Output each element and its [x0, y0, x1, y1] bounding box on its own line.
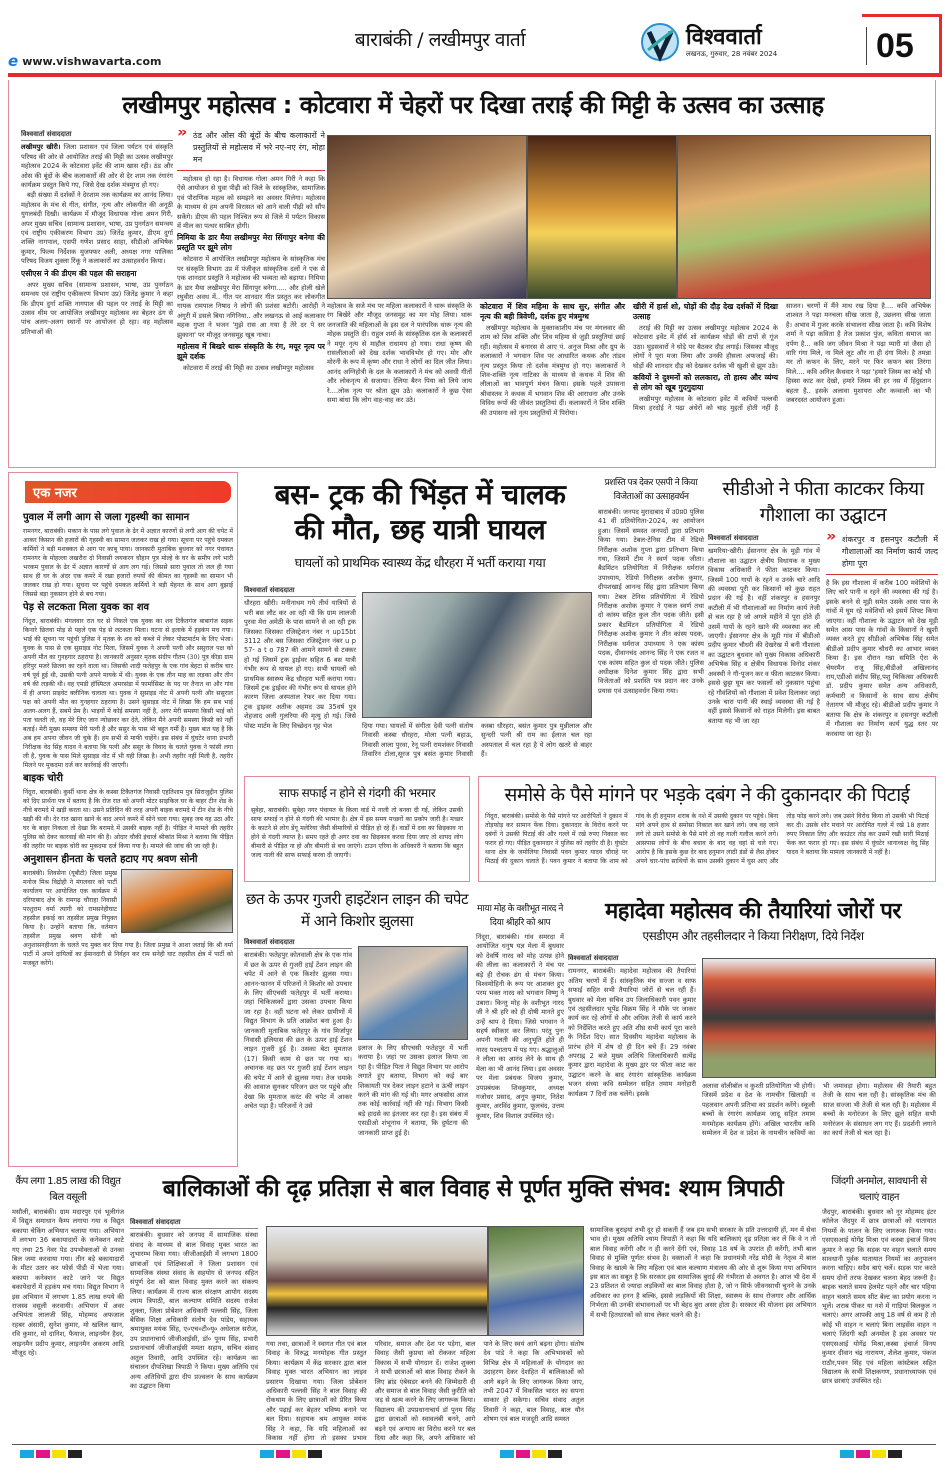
registration-marks: [260, 1450, 322, 1458]
camp-text: मसौली, बाराबंकी। ग्राम मदारपुर एवं भूलीगंज में विद्युत समाधान कैम्प लगाया गया व विद्युत बकाया चेकिंग अभियान चलाया गया। अभियान में लगभग 36 बकायादारों के कनेक्शन काटे गए तथा 25 नेवर पेड उपभोक्ताओं से उनका बिल जमा करवाया गया। तीन बड़े बकायादारों के मीटर उतार कर फोर्स पीडी में भेजा गया। बकाया कनेक्शन काटे जाने पर विद्युत बकायेदारों में हड़कंप मच गया। विद्युत विभाग ने इस अभियान में लगभग 1.85 लाख रुपये की राजस्व वसूली करवायी। अभियान में अवर अभियंता लालजी सिंह, मोहम्मद अफजाल रहबर अंसारी, सुनेश कुमार, मो खलिल खान, रवि कुमार, मो दानिश, फैयाज, लाइनमैन हैदर, लाइनमैन प्रदीप कुमार, लाइनमैन अकरम आदि मौजूद रहे।: [12, 1208, 124, 1358]
paragraph: खमरिया-खीरी। ईसानगर क्षेत्र के मूड़ी गांव में गौशाला का उद्घाटन क्षेत्रीय विधायक व मुख्य विकास अधिकारी ने फीता काटकर किया। जिसमें 100 गायों के रहने व उनके चारे आदि की व्यवस्था पूरी कर किसानों को कुछ राहत प्रदान की गई है। वहीं शंकरपुर व हसनपुर कटौली में भी गौशालाओं का निर्माण कार्य तेजी से चल रहा है जो अगले महीने में पूरा होते ही उसमें गायों के रहने खाने की व्यवस्था कर ली जाएगी। ईसानगर क्षेत्र के मूड़ी गांव में बीडीओ प्रदीप कुमार चौधरी की देखरेख में बनी गौशाला का उद्घाटन बुधवार को मुख्य विकास अधिकारी अभिषेक सिंह व क्षेत्रीय विधायक विनोद शंकर अवस्थी ने गौ-पूजन कर व फीता काटकर किया। इससे छुट्टा घूम कर फसलों को नुकसान पहुंचा रहे गौवंशियों को गौशाला में प्रवेश दिलाकर जहां उनके चारा पानी की स्थाई व्यवस्था की गई है वहीं इससे किसानों को राहत मिलेगी। इस बाबत बताया यह भी जा रहा: [708, 547, 820, 725]
paragraph: महोत्सव हो रहा है। विधायक गोला अमन गिरी ने कहा कि ऐसे आयोजन से युवा पीढ़ी को जिले के सांस्कृतिक, सामाजिक एवं पौराणिक महत्व को समझने का अवसर मिलेगा। महोत्सव के माध्यम से हम अपनी विरासत को आने वाली पीढ़ी को सौंप सकेंगे। डीएम की पहल निश्चित रूप से जिले में पर्यटन विकास में मील का पत्थर साबित होगी।: [177, 175, 325, 231]
paper-name: विश्ववार्ता: [686, 24, 762, 50]
top-story-col2: [177, 130, 325, 466]
news-text: निंदूरा, बाराबंकी। मंगलवार रात घर से निकले एक युवक का शव टिकैतगंज बाबागंज सड़क किनारे छितवा मोड़ से पहले एक पेड़ से लटकता मिला। घटना से इलाके में हड़कंप मच गया। भाई की सूचना पर पहुंची पुलिस ने मृतक के शव को कब्जे में लेकर पोस्टमार्टम के लिए भेजा। युवक के पास से एक सुसाइड नोट मिला, जिसमें युवक ने अपनी पत्नी और ससुराल पक्ष को अपनी मौत का गुनहगार ठहराया है। जानकारी अनुसार मृतक संदीप गौतम (30) पुत्र कीड़ा ग्राम हरिपुर मजरे छितवा का रहने वाला था। जिसकी शादी फतेहपुर के एक गांव बेहटा से करीब चार वर्ष पूर्व हुई थी, उसकी पत्नी अपने मायके में थी। युवक के एक तीन माह का लड़का और तीन वर्ष की लड़की थी। वह एमडी हॉस्पिटल अमरसंडा में फार्मासिस्ट के पद पर तैनात था और गांव में ही अपना प्राइवेट क्लीनिक चलाता था। युवक ने सुसाइड नोट में अपनी पत्नी और ससुराल पक्ष को अपनी मौत का गुनहगार ठहराया है। उसने सुसाइड नोट में लिखा कि हम सब भाई अलग-अलग हैं, सबमें प्रेम है। भाइयों में कोई समस्या नहीं है, अगर मेरी समस्या किसी भाई को पता चलती तो, वह मेरे लिए जान न्योछावर कर देते, लेकिन मैंने अपनी समस्या किसी को नहीं बताई। मेरी मुख्य समस्या मेरी पत्नी है और ससुर के पास भी बहुत गर्मी है। मुख्य बात यह है कि अब हम अपना जीवन जी चुके हैं। हम सभी से माफी चाहेंगे। इस संबंध में घुंघटेर थाना प्रभारी निरीक्षक वेद सिंह यादव ने बताया कि पत्नी और ससुर के विवाद के चलते युवक ने फांसी लगा ली है, युवक के पास मिले सुसाइड नोट में भी यही लिखा है। अभी तहरीर नहीं मिली है, तहरीर मिलने पर मुकदमा दर्ज कर कार्रवाई की जाएगी।: [23, 618, 233, 769]
bus-text-left: [244, 586, 356, 772]
maya-moh-headline: माया मोह के वशीभूत नारद ने दिया श्रीहरि को श्राप: [477, 904, 563, 928]
byline: विश्ववार्ता संवाददाता: [130, 1218, 258, 1229]
paragraph: धौरहरा खीरी। मनीनाथम गये तीर्थ यात्रियों से भरी बस लौट कर आ रही थी कि ग्राम लालजी पुरवा मेरा अमेठी के पास सामने से आ रही ट्रक जिसका जिसका रजिस्ट्रेशन नंबर न up15bt 3112 और बस जिसका रजिस्ट्रेशन नंबर u p 57- a t o 787 की आमने सामने से टक्कर हो गई जिसमें ट्रक ड्राईवर सहित 6 बस यात्री गंभीर रूप से घायल हो गए। सभी घायलों को प्राथमिक स्वास्थ्य केंद्र धौरहरा भर्ती कराया गया। जिसमें ट्रक ड्राईवर की गंभीर रूप से घायल होने कारण जिला अस्पताल रेफर कर दिया गया। ट्रक ड्राइवर अतीक अहमद उम्र 35वर्ष पुत्र शेहजाद अली गुलरिया की मृत्यु हो गई। जिसे पोस्ट मार्टम के लिए विच्छेदन गृह भेज: [244, 599, 356, 730]
top-story-headline: लखीमपुर महोत्सव : कोटवारा में चेहरों पर दिखा तराई की मिट्टी के उत्सव का उत्साह: [122, 91, 824, 119]
subhead: कोटवारा में शिव महिमा के साथ सुर, संगीत और नृत्य की बही त्रिवेणी, दर्शक हुए मंत्रमुग्ध: [480, 302, 625, 321]
paragraph: गया तथा, छात्राओं ने स्वागत गीत एवं बाल विवाह के विरुद्ध मनमोहक गीत प्रस्तुत किया। कार्यक्रम में केंद्र सरकार द्वारा बाल विवाह मुक्त भारत अभियान का लाइव प्रसारण दिखाया गया। जिला प्रोबेशन अधिकारी पल्लवी सिंह ने बाल विवाह की रोकथाम के लिए छात्राओं को प्रेरित किया और पढ़ाई कर बेहतर भविष्य बनाने पर बल दिया। सहायक श्रम आयुक्त मयंक सिंह ने कहा, कि यदि महिलाओं का विकास नहीं होगा तो इसका प्रभाव परिवार, समाज और देश पर पड़ेगा, बाल विवाह जैसी कुप्रथा को रोककर महिला विकास में सभी योगदान दें। राजेश शुक्ला ने सभी छात्राओं को बाल विवाह रोकने के लिए ब्रांड एंबेसडर बनने की जिम्मेदारी दी और समाज से बाल विवाह जैसी कुरीति को जड़ से खत्म करने के लिए जागरूक किया। विद्यालय की उपप्रधानाचार्य डॉ पूनम सिंह द्वारा छात्राओं को स्वावलंबी बनने, आगे बढ़ने एवं अन्याय का विरोध करने पर बल दिया और कहा कि, अपने अधिकार को पाने के लिए स्वयं आगे बढ़ना होगा। संतोष देव पांडे ने कहा कि अभिभावकों को विभिन्न क्षेत्र में महिलाओं के योगदान का उदाहरण देकर देशहित में बालिकाओं को आगे बढ़ने के लिए जागरूक किया जाए, तभी 2047 में विकसित भारत का सपना साकार हो सकेगा। सचिव संवाद अतुल तिवारी ने कहा, बाल विवाह, बाल यौन शोषण एवं बाल मजदूरी आदि समस्त: [266, 1340, 584, 1443]
byline: विश्ववार्ता संवाददाता: [244, 938, 352, 949]
samose-text: [485, 812, 929, 876]
registration-marks: [20, 1450, 82, 1458]
news-title: पुवाल में लगी आग से जला गृहस्थी का सामान: [23, 512, 190, 523]
bus-story: [244, 476, 596, 772]
mahadeva-headline: महादेवा महोत्सव की तैयारियां जोरों पर: [605, 899, 901, 924]
samose-headline: समोसे के पैसे मांगने पर भड़के दबंग ने की दुकानदार की पिटाई: [504, 784, 910, 806]
photo-award-ceremony: [327, 135, 527, 299]
saaf-safai-headline: साफ सफाई न होने से गंदगी की भरमार: [278, 786, 436, 800]
subhead: महोत्सव में बिखरे थारू संस्कृति के रंग, मयूर नृत्य पर झूमे दर्शक: [177, 342, 325, 362]
browser-e-icon: e: [8, 52, 19, 70]
zindagi-story: [822, 1174, 936, 1444]
cdo-headline: सीडीओ ने फीता काटकर किया गौशाला का उद्घाटन: [722, 478, 924, 526]
logo-v-globe-icon: [640, 22, 680, 62]
paragraph: जिला प्रशासन एवं जिला पर्यटन एवं संस्कृति परिषद की ओर से आयोजित तराई की मिट्टी का उत्सव लखीमपुर महोत्सव 2024 के कोटवारा इवेंट की शाम खास रही। ठंड और ओस की बूंदों के बीच कलाकारों की ओर से देर शाम तक रंगारंग कार्यक्रम प्रस्तुत किये गए, जिसे देख दर्शक मंत्रमुग्ध हो गए।: [21, 143, 173, 190]
top-story-lower-text: [327, 302, 931, 464]
maya-moh-text: निंदूरा, बाराबंकी। गांव समरदा में आयोजित धनुष यज्ञ मेला में बुधवार को देवर्षि नारद को मोह उत्पन्न होने की लीला का कलाकारों ने मंच पर बड़े ही रोचक ढंग से मंचन किया। विश्वमोहिनी के रूप पर आशक्त हुए परम भक्त नारद को भगवान विष्णु ने उबारा। किन्तु मोह के वशीभूत नारद जी ने श्री हरि को ही दोषी मानते हुए उन्हें श्राप दे दिया। जिसे भगवान ने सहर्ष स्वीकार कर लिया। परंतु पुनः अपनी गलती की अनुभूति होते ही नारद पश्चाताप में पड़ गए। श्रद्धालुओं ने लीला का आनंद लेने के साथ ही मेला का भी आनंद लिया। इस अवसर पर मेला प्रबंधक विजय कुमार, उपप्रबंधक शिवकुमार, अध्यक्ष गजोधर प्रसाद, अनूप कुमार, नितेश कुमार, अरविंद कुमार, फूलचंद, उत्तम कुमार, शिव विशाल उपस्थित रहे।: [476, 933, 564, 1120]
balika-text-right: [590, 1226, 816, 1444]
top-story-col1: [21, 130, 173, 466]
photo-shivsena-meeting: [121, 869, 233, 933]
bus-subhead: घायलों को प्राथमिक स्वास्थ्य केंद्र धौरहरा में भर्ती कराया गया: [294, 554, 546, 570]
paragraph: कोटवारा में तराई की मिट्टी का उत्सव लखीमपुर महोत्सव: [183, 364, 314, 373]
registration-marks: [840, 1450, 902, 1458]
top-story: [8, 80, 936, 468]
camp-story: [12, 1174, 124, 1444]
deck: » ठंड और ओस की बूंदों के बीच कलाकारों ने प्रस्तुतियों से महोत्सव में भरे नए-नए रंग, मोहा मन: [177, 130, 325, 171]
subhead: कवियों ने दुश्मनों को ललकारा, तो हास्य और व्यंग्य से लोग को खूब गुदगुदाया: [633, 373, 778, 393]
photo-stage-performance: [527, 135, 677, 299]
prashasti-text: बाराबंकी। जनपद मुरादाबाद में उ0प्र0 पुलिस 41 वीं प्रतियोगिता-2024, का आयोजन हुआ। जिसमें समस्त जनपदों द्वारा प्रतिभाग किया गया। टेबल-टेनिस टीम में रेडियो निरीक्षक अशोक गुप्ता द्वारा प्रतिभाग किया गया, जिसमें टीम ने स्वर्ण पदक जीता। बैडमिंटन प्रतियोगिता में निरीक्षक धर्मराज उपाध्याय, रेडियो निरीक्षक अशोक कुमार, दीपशखाई आनन्द सिंह द्वारा प्रतिभाग किया गया। टेबल टेनिस प्रतियोगिता में रेडियो निरीक्षक अशोक कुमार ने एकल स्वर्ण तथा दो कांस्य सहित कुल तीन पदक जीते। इसी प्रकार बैडमिंटन प्रतियोगिता में रेडियो निरीक्षक अशोक कुमार ने तीन कांस्य पदक, निरीक्षक धर्मराज उपाध्याय ने एक कांस्य पदक, दीवानचंद आनन्द सिंह ने एक रजत व एक कांस्य सहित कुल दो पदक जीते। पुलिस अधीक्षक दिनेश कुमार सिंह द्वारा सभी विजेताओं को प्रशस्ति पत्र प्रदान कर उनके प्रयास एवं उत्साहवर्धन किया गया।: [598, 508, 704, 695]
subhead: एसीएस ने की डीएम की पहल की सराहना: [21, 268, 137, 278]
paragraph: महोत्सव के सजे मंच पर महिला कलाकारों ने थारू संस्कृति के रंग बिखेरे और मौजूद जनसमूह का मन मोह लिया। थारू जनजाति की महिलाओं के इस दल ने पारंपरिक थारू नृत्य की मोहक प्रस्तुति दी। राहुल शर्मा के सांस्कृतिक दल के कलाकारों ने मयूर नृत्य से माहौल राधामय हो गया। राधा कृष्ण की रासलीलाओं को देख दर्शक भावविभोर हो गए। मोर और मोरनी के रूप में कृष्ण और राधा ने लोगों का दिल जीत लिया। आनंद अग्निहोत्री के दल के कलाकारों ने मंच को अवधी गीतों और लोकनृत्य से सजाया। रेलिया बैरन पिया को लिये जाय रे....लोक नृत्य पर श्रोता झूम उठे। कलाकारों ने कुछ ऐसा समा बांधा कि लोग वाह-वाह कर उठे।: [327, 302, 472, 405]
paragraph: कोटवारा में आयोजित लखीमपुर महोत्सव के सांस्कृतिक मंच पर संस्कृति विभाग उप्र में पंजीकृत सांस्कृतिक दलों ने एक से एक शानदार प्रस्तुति ने महोत्सव की भव्यता को बढ़ाया। निमिया के डार मैया लखीमपुर मेरा सिंगापुर बनेगा..... और होली खेले रघुवीरा अवध में.. गीत पर शानदार गीत प्रस्तुत कर लोकगीत गायक रामपाल निषाद ने लोगों की प्रशंसा बटोरी। आरोही ने अंगुरी में डसले बिया नगिनिया.. और लखनऊ से आई कलाकार महक गुप्ता ने भजन 'मुझे रास आ गया है तेरे दर पे सर झुकाना' पर मौजूद जनसमूह खूब नाचा।: [177, 255, 325, 339]
balika-text-bottom: [266, 1340, 584, 1444]
mahadeva-subhead: एसडीएम और तहसीलदार ने किया निरीक्षण, दिये निर्देश: [642, 929, 864, 944]
masthead: [0, 0, 945, 76]
deck: » शंकरपुर व हसनपुर कटौली में गौशालाओं का निर्माण कार्य जल्द होगा पूरा: [826, 534, 938, 575]
bus-headline-line1: बस- ट्रक की भिंड़त में चालक: [274, 478, 566, 511]
page-number-box: [862, 14, 942, 76]
dateline: लखनऊ, गुरुवार, 28 नवंबर 2024: [686, 49, 778, 58]
saaf-safai-text: सुबेहा, बाराबंकी। सुबेहा नगर पंचायत के किला वार्ड में नाली तो बनवा दी गई, लेकिन उसकी साफ सफाई न होने से गंदगी की भरमार है। क्षेत्र में इस समय मच्छरों का प्रकोप जारी है। मच्छर के काटने से लोग डेंगू मलेरिया जैसी बीमारियों से पीड़ित हो रहे हैं। वार्डों में दवा का छिड़काव ना होने से गंदगी व्याप्त है। समय रहते ही अगर दवा का छिड़काव करवा दिया जाए तो शायद लोग बीमारी से पीड़ित ना हो और बीमारी से बच जाएंगे। टाउन एरिया के अधिकारी ने बताया कि बहुत जल्द नाली की साफ सफाई करवा दी जाएगी।: [251, 807, 463, 860]
prashasti-story: [598, 476, 704, 772]
photo-stage-dignitaries: [266, 1226, 488, 1336]
photo-mahadeva-pandal: [702, 958, 936, 1078]
subhead: खीरी में हार्स शो, घोड़ों की दौड़ देख दर्शकों में दिखा उत्साह: [633, 302, 778, 321]
balika-text-left: [130, 1218, 258, 1444]
maya-moh-story: [476, 902, 564, 1168]
ek-nazar-label: एक नजर: [25, 481, 231, 503]
page-number: 05: [876, 27, 914, 65]
news-title: बाइक चोरी: [23, 773, 63, 784]
section-title: बाराबंकी / लखीमपुर वार्ता: [354, 29, 526, 51]
paragraph: निंदूरा, बाराबंकी। समोसे के पैसे मांगने पर आरोपितों ने दुकान में तोड़फोड़ कर सामान फेंक दिया। दुकानदार के विरोध करने पर दबंगों ने उसकी पिटाई की और गल्ले में रखे रुपए निकाल कर फरार हो गए। पीड़ित दुकानदार ने पुलिस को तहरीर दी है। घुंघटेर थाना क्षेत्र के जमोलिया निवासी पवन कुमार यादव चौराहे पर मिठाई की दुकान चलाते हैं। पवन कुमार ने बताया कि शाम को गांव के ही हनुमान शराब के नशे में उसकी दुकान पर पहुंचे। बिना मांगे अपने हाथ से समोसा निकाल कर खाने लगे। जब वह जाने लगे तो उसने समोसे के पैसे मांगे तो वह गाली गलौज करने लगे। आसपास लोगों के बीच बचाव के बाद वह वहां से चले गए। आरोप है कि इसके कुछ देर बाद हनुमान लाठी डंडों से लैस होकर अपने चार-पांच साथियों के साथ उसकी दुकान में घुस आए और तोड़ फोड़ करने लगे। जब उसने विरोध किया तो उसकी भी पिटाई कर दी। उसके शोर मचाने पर आरोपित गल्ले में रखे 18 हजार रुपए निकाल लिए और काउंटर तोड़ कर उसमें रखी सारी मिठाई फेंक कर फरार हो गए। इस संबंध में घुंघटेर थानाध्यक्ष वेदू सिंह यादव ने बताया कि मामला जानकारी में नहीं है।: [485, 812, 929, 865]
dateline-lead: लखीमपुर खीरी।: [21, 143, 61, 152]
paragraph: दिया गया। घायलों में संगीता देवी पत्नी संतोष निवासी कस्बा धौरहरा, मोला पत्नी बहाऊ, निवासी लाला पुरवा, रेनू पत्नी रामशंकर निवासी तिवारिन टोला,सूरज पुत्र बसंत कुमार निवासी कस्बा धौरहरा, बसंत कुमार पुत्र मुन्नीलाल और सुन्दरी पत्नी श्री राम का ईलाज चल रहा अस्पताल में चल रहा है ये लोग खतरे से बाहर हैं।: [362, 722, 592, 759]
news-text: निंदूरा, बाराबंकी। कुर्सी थाना क्षेत्र के कस्बा टिकैतगंज निवासी एहतिशाम पुत्र सिराजुद्दीन पुलिस को दिए प्रार्थना पत्र में बताया है कि रोज रात को अपनी मोटर साइकिल घर के बाहर टीन शेड के नीचे बरामदे में खड़ी करता था। उसने प्रतिदिन की तरह अपनी बाइक बरामदे में टीन शेड के नीचे खड़ी की थी। देर रात खाना खाने के बाद अपने कमरे में सोने चला गया। सुबह जब वह उठा और घर के बाहर निकला तो देखा कि बरामदे में उसकी बाइक नहीं है। पीड़ित ने मामले की तहरीर पुलिस को देकर कारवाई की मांग की है। ओदार चौकी इंचार्ज श्रीकांत मिश्रा ने बताया कि पीड़ित की तहरीर पर बाइक चोरी का मुकदमा दर्ज किया गया है। मामले की जांच की जा रही है।: [23, 789, 233, 850]
subhead: निमिया के डार मैया लखीमपुर मेरा सिंगापुर बनेगा की प्रस्तुति पर झूमे लोग: [177, 233, 325, 253]
byline: विश्ववार्ता संवाददाता: [21, 130, 173, 141]
zindagi-headline: जिंदगी अनमोल, सावधानी से चलाएं वाहन: [831, 1176, 927, 1203]
ek-nazar-items: [23, 509, 233, 1164]
byline: विश्ववार्ता संवाददाता: [568, 954, 696, 965]
mahadeva-story: [568, 900, 938, 1168]
paragraph: बाराबंकी। बुधवार को जनपद में सामाजिक संस्था संवाद के माध्यम से बाल विवाह मुक्त भारत का शुभारम्भ किया गया। जीजीआईसी में लगभग 1800 छात्राओं एवं शिक्षिकाओं ने जिला प्रशासन एवं सामाजिक संस्था संवाद के सहयोग से जनपद सहित संपूर्ण देश को बाल विवाह मुक्त करने का संकल्प लिया। कार्यक्रम में राज्य बाल संरक्षण आयोग सदस्य श्याम त्रिपाठी, बाल कल्याण समिति सदस्य राजेश शुक्ला, जिला प्रोबेशन अधिकारी पल्लवी सिंह, जिला बेसिक शिक्षा अधिकारी संतोष देव पांडेय, सहायक श्रमायुक्त मयंक सिंह, ए०एच०टी०यू० अधेलाल सरोज, उप प्रधानाचार्य जीजीआईसी, डॉ० पूनम सिंह, प्रभारी प्रधानाचार्य जीजीआईसी ममता सहाय, सचिव संवाद अतुल तिवारी, आदि उपस्थित रहे। कार्यक्रम का संचालन दीपशिखा त्रिपाठी ने किया। मुख्य अतिथि एवं अन्य अतिथियों द्वारा दीप प्रज्वलन के साथ कार्यक्रम का उद्घाटन किया: [130, 1231, 258, 1390]
divider: [866, 27, 867, 65]
photo-bus-accident: [362, 592, 592, 718]
paragraph: रामनगर, बाराबंकी। महादेवा महोत्सव की तैयारियां अंतिम चरणों में हैं। सांस्कृतिक मंच सज्जा व साफ सफाई सहित सभी तैयारियां जोरों से चल रही हैं। बुधवार को मेला सचिव उप जिलाधिकारी पवन कुमार एवं तहसीलदार भूपेंद्र विक्रम सिंह ने मौके पर जाकर कार्य कर रहे लोगों से और अधिक तेजी से कार्य करने को निर्देशित करते हुए अति शीघ्र सभी कार्य पूरा करने के निर्देश दिए। सात दिवसीय महादेवा महोत्सव के प्रारंभ होने में शेष दो ही दिन बचे हैं। 29 नवंबर अपराह्न 2 बजे मुख्य अतिथि जिलाधिकारी सत्येंद्र कुमार द्वारा महादेवा के मुख्य द्वार पर फीता काट कर उद्घाटन करने के बाद रंगारंग सांस्कृतिक कार्यक्रम भजन संध्या कवि सम्मेलन सहित तमाम मनोहारी कार्यक्रम 7 दिनों तक चलेंगे। इसके: [568, 967, 696, 1098]
bus-text-bottom: [362, 722, 592, 772]
bottom-rule: [12, 1444, 936, 1445]
news-title: पेड़ से लटकता मिला युवक का शव: [23, 602, 150, 613]
paragraph: बड़ी संख्या में दर्शकों ने देरशाम तक कार्यक्रम का आनंद लिया। महोत्सव के मंच से गीत, संगीत, नृत्य और लोकगीत की अनूठी युगलबंदी दिखी। कार्यक्रम में मौजूद विधायक गोला अमन गिरी, अपर मुख्य सचिव (सामान्य प्रशासन, भाषा, उप्र पुनर्गठन समन्वय एवं राष्ट्रीय एकीकरण विभाग उप्र) जितेंद्र कुमार, डीएम दुर्गा शक्ति नागपाल, एसपी गणेश प्रसाद साहा, सीडीओ अभिषेक कुमार, फिल्म निर्देशक मुजफ्फर अली, अध्यक्ष नगर पालिका परिषद विजय शुक्ला रिंकू ने कलाकारों का उत्साहवर्धन किया।: [21, 191, 173, 266]
paragraph: सामाजिक बुराइयां तभी दूर हो सकती हैं जब हम सभी सरकार के प्रति उत्तरदायी हों, मन में सेवा भाव हो। मुख्य अतिथि श्याम त्रिपाठी ने कहा कि यदि बालिकाएं दृढ़ प्रतिज्ञा कर लें कि वे न तो बाल विवाह करेंगी और न ही करने देंगी एवं, विवाह 18 वर्ष के उपरांत ही करेंगी, तभी बाल विवाह से मुक्ति पूर्णतः संभव है। वक्ताओं ने कहा कि प्रधानमंत्री नरेंद्र मोदी के नेतृत्व में बाल विवाह के खात्मे के लिए महिला एवं बाल कल्याण मंत्रालय की ओर से शुरू किया गया अभियान इस बात का सबूत है कि सरकार इस सामाजिक बुराई की गंभीरता से अवगत है। आज भी देश में 23 प्रतिशत से ज्यादा लड़कियों का बाल विवाह होता है, जो न सिर्फ जीवनसाथी चुनने के उनके अधिकार का हनन है बल्कि, इससे लड़कियों की शिक्षा, स्वास्थ्य के साथ रोजगार और आर्थिक निर्भरता की उनकी संभावनाओं पर भी बेहद बुरा असर होता है। सरकार की योजना इस अभियान में सभी हितधारकों को साथ लेकर चलने की है।: [590, 1226, 816, 1319]
news-text: रामनगर, बाराबंकी। मकान के पास लगे पुवाल के ढेर में अज्ञात कारणों से लगी आग की चपेट में आकर किसान की हजारों की गृहस्थी का सामान जलकर राख हो गया। सूचना पर पहुंचे दमकल कर्मियों ने बड़ी मशक्कत से आग पर काबू पाया। जानकारी मुताबिक बुधवार को नगर पंचायत रामनगर के मोहल्ला लखरौरा दो निवासी जयकरन चौहान पुत्र मोल्हे के घर के समीप लगे भारी भरकम पुवाल के ढेर में अज्ञात कारणों से आग लग गई। जिससे सारा पुवाल तो जल ही गया साथ ही घर के अंदर एक कमरे में रखा हजारों रुपयों की कीमत का गृहस्थी का सामान भी जलकर राख हो गया। सूचना पर पहुंचे दमकल कर्मियों ने बड़ी मेहनत के साथ आग बुझाई जिससे बड़ा नुकसान होने से बच गया।: [23, 528, 233, 598]
paragraph: इलाज के लिए सीएचसी फतेहपुर में भर्ती कराया है। जहां पर उसका इलाज किया जा रहा है। पीड़ित पिता ने विद्युत विभाग पर आरोप लगाते हुए बताया, विभाग को कई बार शिकायती पत्र देकर लाइन हटाने व ऊंची लाइन करने की मांग की गई थी। मगर अफसोस आज तक कोई कार्रवाई नहीं की गई। विभाग किसी बड़े हादसे का इंतजार कर रहा है। इस संबंध में एसडीओ शंभूनाथ ने बताया, कि दुर्घटना की जानकारी प्राप्त हुई है।: [358, 1044, 468, 1137]
chhat-headline: छत के ऊपर गुजरी हाइटेंशन लाइन की चपेट में आने किशोर झुलसा: [245, 890, 469, 930]
cdo-text-left: [708, 534, 820, 772]
mahadeva-text-left: [568, 954, 696, 1168]
mahadeva-text-bottom: [702, 1082, 936, 1168]
zindagi-text: जैदपुर, बाराबंकी। बुधवार को नूर मोहम्मद इंटर कॉलेज जैदपुर में छात्र छात्राओं को यातायात नियमों के पालन के लिए जागरूक किया गया। एसएसआई योगेंद्र मिश्रा एवं कस्बा इंचार्ज विनय कुमार ने कहा कि सड़क पर वाहन चलाते समय सावधानी पूर्वक यातायात नियमों का अनुपालन करना चाहिए। सदैव बाएं चलें। सड़क पार करते समय दोनों तरफ देखकर चलना बेहद जरूरी है। बाइक चलाते समय हेलमेट पहने और चार पहिया वाहन चलाते समय सीट बेल्ट का प्रयोग करना न भूलें। शराब पीकर या नशे में गाड़ियां बिलकुल न चलाएं। अगर आपकी आयु 18 वर्ष से कम है तो कोई भी वाहन न चलाएं बिना लाइसेंस वाहन न चलाएं जिंदगी बड़ी अनमोल है इस अवसर पर एसएसआई योगेंद्र मिश्रा,कस्बा इंचार्ज विनय कुमार दीवान चंद्र नारायण, शैलेश कुमार, पंकज राठौर,पवन सिंह एवं महिला कांस्टेबल सहित विद्यालय के सभी शिक्षकगण, प्रधानाध्यापक एवं छात्र छात्राएं उपस्थित रहे।: [822, 1208, 936, 1386]
paragraph: अलावा वॉलीबॉल व कुश्ती प्रतियोगिता भी होगी। जिसमें प्रदेश व देश के नामचीन खिलाड़ी व पहलवान अपनी प्रतिभा का प्रदर्शन करेंगे। स्कूली बच्चों के रंगारंग कार्यक्रम जादू सहित तमाम मनमोहक कार्यक्रम होंगे। अखिल भारतीय कवि सम्मेलन में देश व प्रदेश के नामचीन कवियों का भी जमावड़ा होगा। महोत्सव की तैयारी बहुत तेजी के साथ चल रही है। सांस्कृतिक मंच की साज सज्जा भी तेजी से चल रही है। महोत्सव में बच्चों के मनोरंजन के लिए झूले सहित सभी मनोरंजन के संसाधन लग गए हैं। प्रदर्शनी लगाने का कार्य तेजी से चल रहा है।: [702, 1082, 936, 1138]
bus-headline-line2: की मौत, छह यात्री घायल: [294, 512, 546, 546]
ek-nazar-column: [8, 472, 238, 1167]
registration-marks: [500, 1450, 562, 1458]
paragraph: लखीमपुर महोत्सव के कोटवारा इवेंट में कवियों पल्लवी मिश्रा हरदोई ने पढ़ा अंधेरों को चाह मुद्दतों होती नहीं है साजन। चरणों में मैंने माथ रख दिया है.... कवि अभिषेक शाश्वत ने पढ़ा मनचला सीख जाता है, उछलना सीख जाता है। अभाव में गुजर करके संभालना सीख जाता है। कवि विशेष शर्मा ने पढ़ा कविता है तेज प्रकाश पुंज, कविता समाज का दर्पण है... कवि जग जीवन मिश्रा ने पढ़ा प्यारी मां जैसा हो वारि गंगा मिले, ना मिले लूट और ना ही दंगा मिले। है तमन्ना मर तो कफन के लिए, मरने पर फिर कफन बस तिरंगा मिले.... कवि अनिल कैथवार ने पढ़ा 'हमारे जिस्म का कोई भी हिस्सा काट कर देखो, हमारे जिस्म की हर नस में हिंदुस्तान बहता है.. इसके अलावा मुशायरा और कव्वाली का भी जबरदस्त आयोजन हुआ।: [633, 302, 931, 413]
saaf-safai-story: [244, 776, 470, 882]
byline: विश्ववार्ता संवाददाता: [708, 534, 820, 545]
byline: विश्ववार्ता संवाददाता: [244, 586, 356, 597]
chhat-text-bottom: [358, 1044, 468, 1168]
balika-story: [128, 1174, 818, 1444]
paragraph: तराई की मिट्टी का उत्सव लखीमपुर महोत्सव 2024 के कोटवारा इवेंट में हॉर्स शो कार्यक्रम घोड़ों की टापों से गूंज उठा। घुड़सवारों ने घोड़े पर बैठकर दौड़ लगाई। जिसका मौजूद लोगों ने पूरा मजा लिया और उनकी हौसला अफजाई की। घोड़ों की शानदार दौड़ को देखकर दर्शक भी खुशी से झूम उठे।: [633, 324, 778, 370]
camp-headline: कैंप लगा 1.85 लाख की विद्युत बिल वसूली: [15, 1176, 121, 1203]
news-text: बाराबंकी। शिवसेना (यूबीटी) जिला प्रमुख मनोज मिश्र विद्रोही ने मंगलवार को पार्टी कार्यालय पर आयोजित एक कार्यक्रम में दरियाबाद क्षेत्र के रामगढ़ चौराहा निवासी परशुराम वर्मा त्यागी को रामसनेहीघाट तहसील इकाई का तहसील प्रमुख नियुक्त किया है। उन्होंने बताया कि, वर्तमान तहसील प्रमुख श्रवण सोनी को अनुशासनहीनता के चलते पद मुक्त कर दिया गया है। जिला प्रमुख ने आशा जताई कि श्री वर्मा पार्टी में अपने दायित्वों का ईमानदारी से निर्वहन कर राम सनेही घाट तहसील क्षेत्र में पार्टी को मजबूत करेंगे।: [23, 870, 233, 967]
paper-logo: [640, 22, 777, 62]
photo-students-oath: [488, 1226, 584, 1336]
chhat-story: [244, 888, 470, 1168]
balika-headline: बालिकाओं की दृढ़ प्रतिज्ञा से बाल विवाह से पूर्णत मुक्ति संभव: श्याम त्रिपाठी: [162, 1176, 784, 1202]
paragraph: लखीमपुर महोत्सव के मुक्ताकाशीय मंच पर मंगलवार की शाम को शिव शक्ति और शिव महिमा से जुड़ी प्रस्तुतियां छाई रहीं। महोत्सव में बनारस से आए पं. अनुज मिश्रा और ग्रुप के कलाकारों ने भगवान शिव पर आधारित कथक और तांडव नृत्य प्रस्तुत किया तो दर्शक मंत्रमुग्ध हो गए। कलाकारों ने शिव-शक्ति नृत्य नाटिका के माध्यम से कथक में शिव की लीलाओं का भावपूर्ण मंचन किया। इसके पहले उपासना श्रीवास्तव ने कथक में भगवान शिव की आराधना और उनके विविध रूपों की जीवंत प्रस्तुतियां दीं। कलाकारों ने शिव शक्ति की उपासना को नृत्य प्रस्तुतियों में पिरोया।: [480, 324, 625, 417]
news-title: अनुशासन हीनता के चलते हटाए गए श्रवण सोनी: [23, 854, 198, 865]
samose-story: [478, 776, 936, 882]
photo-injured-teen: [358, 946, 468, 1040]
photo-dance-troupe: [677, 135, 931, 299]
paragraph: है कि इस गौशाला में करीब 100 मवेशियों के लिए चारे पानी व रहने की व्यवस्था की गई है। इसके बनने से मूड़ी समेत उसके आस पास के गांवों में घूम रहे मवेशियों को इसमें शिफ्ट किया जाएगा। वहीं गौशाला के उद्घाटन को देख मूड़ी समेत आस पास के गांवों के किसानों ने खुशी व्यक्त करते हुए सीडीओ अभिषेक सिंह समेत बीडीओ प्रदीप कुमार चौधरी का आभार व्यक्त किया है। इस दौरान गन्ना समिति ऐरा के चेयरमैन राजू सिंह,बीडीओ अखिलानंद राय,एडीओ संदीप सिंह,पशु चिकित्सा अधिकारी डॉ. प्रदीप कुमार समेत अन्य अधिकारी, कर्मचारी व किसानों के साथ साथ क्षेत्रीय नेतागण भी मौजूद रहे। बीडीओ प्रदीप कुमार ने बताया कि क्षेत्र के शंकरपुर व हसनपुर कटौली में गौशाला का निर्माण कार्य युद्ध स्तर पर करवाया जा रहा है।: [826, 579, 938, 738]
prashasti-headline: प्रशस्ति पत्र देकर एसपी ने किया विजेताओं का उत्साहवर्धन: [604, 478, 698, 502]
cdo-story: [708, 476, 938, 772]
chhat-text-left: [244, 938, 352, 1168]
cdo-text-right: [826, 534, 938, 772]
paragraph: बाराबंकी। फतेहपुर कोतवाली क्षेत्र के एक गांव में छत के ऊपर से गुजरी हाई टेंशन लाइन की चपेट में आने से एक किशोर झुलस गया। आनन-फानन में परिजनों ने किशोर को उपचार के लिए सीएचसी फतेहपुर में भर्ती कराया। जहां चिकित्सकों द्वारा उसका उपचार किया जा रहा है। वहीं घटना को लेकर ग्रामीणों में विद्युत विभाग के प्रति आक्रोश बना हुआ है। जानकारी मुताबिक फतेहपुर के गांव मिर्जापुर निवासी इलियास की छत के ऊपर हाई टेंशन लाइन गुजरी हुई है। उसका बेटा मुमताज (17) किसी काम से छत पर गया था। अचानक वह छत पर गुजरी हाई टेंशन लाइन की चपेट में आने से झुलस गया। तेज धमाके की आवाज सुनकर परिजन छत पर पहुंचे और देखा कि मुमताज करंट की चपेट में आकर अचेत पड़ा है। परिजनों ने उसे: [244, 951, 352, 1110]
paragraph: अपर मुख्य सचिव (सामान्य प्रशासन, भाषा, उप्र पुनर्गठन समन्वय एवं राष्ट्रीय एकीकरण विभाग उप्र) जितेंद्र कुमार ने कहा कि डीएम दुर्गा शक्ति नागपाल की पहल पर तराई के मिट्टी का उत्सव थीम पर आयोजित लखीमपुर महोत्सव का बेहतर ढंग से पांच अलग-अलग स्थानों पर आयोजन हो रहा। वह महोत्सव प्रतिभाओं की: [21, 280, 173, 336]
header-rule: [8, 73, 942, 77]
website-link[interactable]: e www.vishwavarta.com: [8, 52, 162, 70]
